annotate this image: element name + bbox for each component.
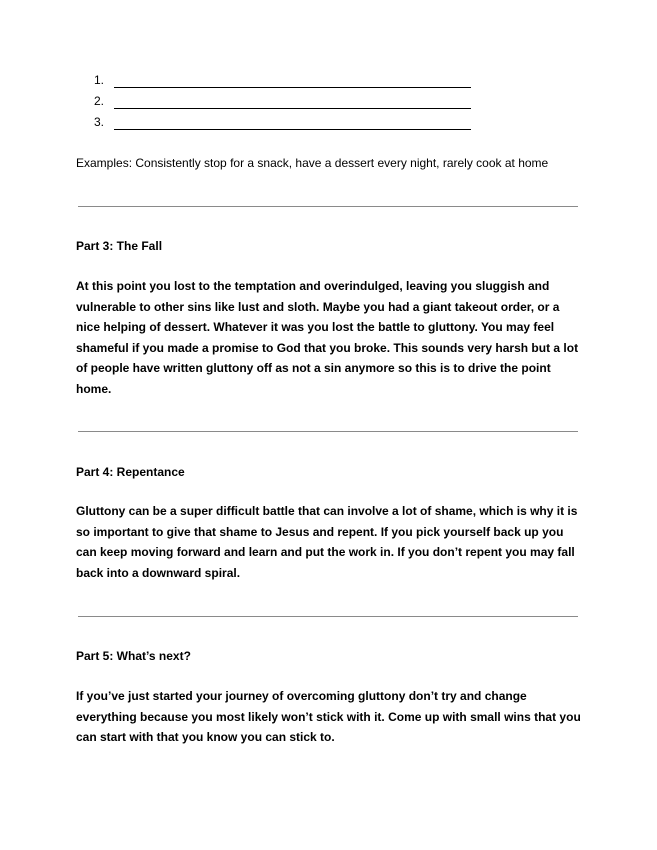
part4-paragraph xyxy=(76,501,581,583)
part5-heading: Part 5: What’s next? xyxy=(76,649,191,663)
part5-paragraph xyxy=(76,686,581,748)
numbered-blank-list xyxy=(94,73,471,136)
divider xyxy=(78,616,578,617)
list-item xyxy=(94,73,471,94)
list-item xyxy=(94,94,471,115)
paragraph-line: so important to give that shame to Jesus and repent. If you pick yourself back up you xyxy=(76,524,564,539)
paragraph-line: can keep moving forward and learn and put the work in. If you don’t repent you may fall xyxy=(76,545,575,560)
part3-heading: Part 3: The Fall xyxy=(76,239,163,253)
list-item xyxy=(94,115,471,136)
paragraph-line: home. xyxy=(76,381,112,396)
paragraph-line: shameful if you made a promise to God that you broke. This sounds very harsh but a lot xyxy=(76,340,579,355)
list-number: 2. xyxy=(94,94,105,108)
list-number: 1. xyxy=(94,73,105,87)
divider xyxy=(78,206,578,207)
paragraph-line: At this point you lost to the temptation and overindulged, leaving you sluggish and xyxy=(76,279,550,293)
blank-line xyxy=(114,94,471,109)
divider xyxy=(78,431,578,432)
part3-paragraph xyxy=(76,276,581,400)
paragraph-line: can start with that you know you can stick to. xyxy=(76,730,335,745)
paragraph-line: everything because you most likely won’t stick with it. Come up with small wins that you xyxy=(76,709,581,724)
list-number: 3. xyxy=(94,115,105,129)
paragraph-line: vulnerable to other sins like lust and sloth. Maybe you had a giant takeout order, or a xyxy=(76,299,560,314)
paragraph-line: nice helping of dessert. Whatever it was you lost the battle to gluttony. You may feel xyxy=(76,320,555,335)
blank-line xyxy=(114,115,471,130)
paragraph-line: Gluttony can be a super difficult battle that can involve a lot of shame, which is why it is xyxy=(76,504,578,518)
paragraph-line: If you’ve just started your journey of overcoming gluttony don’t try and change xyxy=(76,689,527,703)
examples-text: Examples: Consistently stop for a snack, have a dessert every night, rarely cook at home xyxy=(76,156,549,170)
paragraph-line: of people have written gluttony off as not a sin anymore so this is to drive the point xyxy=(76,361,551,376)
paragraph-line: back into a downward spiral. xyxy=(76,565,241,580)
blank-line xyxy=(114,73,471,88)
part4-heading: Part 4: Repentance xyxy=(76,465,185,479)
